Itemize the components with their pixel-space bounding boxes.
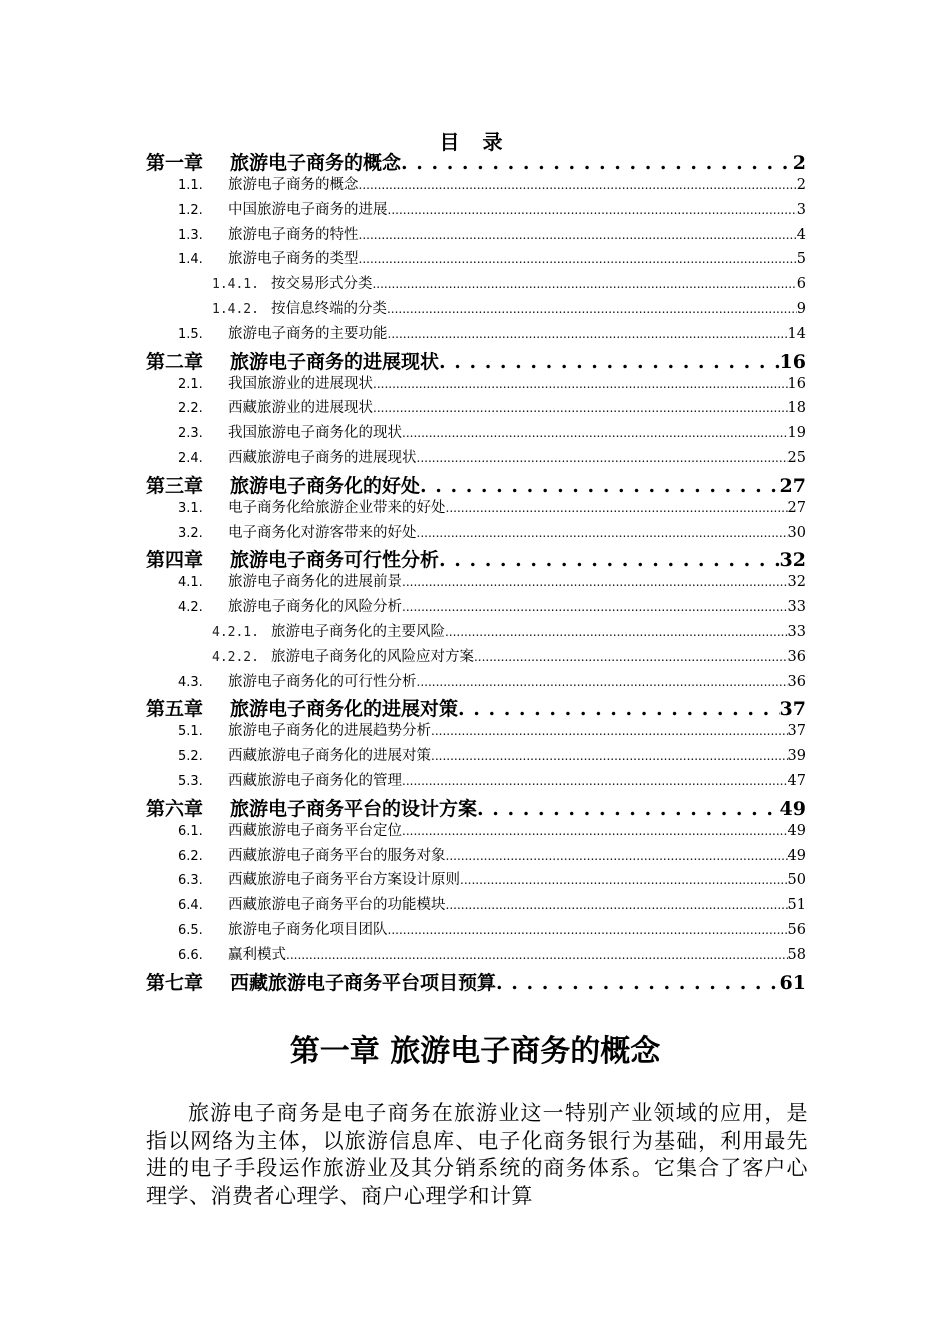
toc-entry-number: 1.2. bbox=[178, 202, 203, 218]
toc-entry-page: 49 bbox=[787, 847, 806, 864]
toc-entry-label: 西藏旅游电子商务平台的功能模块 bbox=[228, 897, 446, 914]
toc-entry-label: 旅游电子商务化项目团队 bbox=[228, 921, 388, 938]
toc-entry-label: 中国旅游电子商务的进展 bbox=[228, 201, 388, 218]
toc-dot-leader bbox=[439, 549, 780, 571]
toc-entry-number: 第四章 bbox=[146, 549, 204, 572]
chapter-heading: 第一章 旅游电子商务的概念 bbox=[289, 1034, 661, 1069]
toc-entry-label: 按信息终端的分类 bbox=[270, 300, 387, 317]
toc-entry-chapter[interactable] bbox=[146, 148, 806, 173]
toc-dot-leader bbox=[372, 276, 796, 292]
toc-entry-chapter[interactable] bbox=[146, 694, 806, 719]
toc-entry-number: 第一章 bbox=[146, 152, 204, 174]
toc-entry-sec[interactable] bbox=[146, 173, 806, 198]
toc-entry-sub[interactable] bbox=[146, 297, 806, 322]
toc-entry-page: 36 bbox=[787, 673, 806, 690]
toc-entry-sec[interactable] bbox=[146, 570, 806, 595]
toc-entry-label: 旅游电子商务化的风险分析 bbox=[228, 599, 402, 616]
toc-entry-number: 4.3. bbox=[178, 674, 203, 690]
toc-entry-number: 2.4. bbox=[178, 450, 203, 466]
toc-entry-sec[interactable] bbox=[146, 844, 806, 869]
body-paragraph: 旅游电子商务是电子商务在旅游业这一特别产业领域的应用，是指以网络为主体，以旅游信息库、电子化商务银行为基础，利用最先进的电子手段运作旅游业及其分销系统的商务体系。它集合了客户心理学、消费者心理学、商户心理学和计算 bbox=[146, 1101, 808, 1208]
toc-entry-sub[interactable] bbox=[146, 645, 806, 670]
toc-entry-sec[interactable] bbox=[146, 396, 806, 421]
toc-entry-number: 6.3. bbox=[178, 873, 203, 889]
toc-entry-number: 5.1. bbox=[178, 724, 203, 740]
toc-entry-page: 18 bbox=[787, 400, 806, 417]
toc-entry-number: 6.1. bbox=[178, 823, 203, 839]
toc-entry-page: 14 bbox=[787, 325, 806, 342]
toc-entry-page: 16 bbox=[787, 375, 806, 392]
toc-entry-sec[interactable] bbox=[146, 769, 806, 794]
toc-entry-label: 旅游电子商务的概念 bbox=[228, 177, 359, 193]
toc-entry-sec[interactable] bbox=[146, 670, 806, 695]
toc-entry-label: 西藏旅游电子商务平台方案设计原则 bbox=[228, 872, 460, 889]
toc-entry-label: 旅游电子商务化的进展趋势分析 bbox=[228, 723, 431, 740]
toc-entry-label: 西藏旅游电子商务平台的服务对象 bbox=[228, 847, 446, 864]
toc-entry-page: 50 bbox=[787, 872, 806, 889]
toc-entry-sec[interactable] bbox=[146, 868, 806, 893]
toc-dot-leader bbox=[402, 773, 788, 789]
toc-entry-label: 旅游电子商务的概念 bbox=[230, 152, 402, 174]
toc-dot-leader bbox=[439, 351, 780, 373]
toc-entry-page: 30 bbox=[787, 524, 806, 541]
toc-entry-number: 1.3. bbox=[178, 227, 203, 243]
toc-entry-page: 3 bbox=[796, 201, 806, 218]
toc-entry-number: 第三章 bbox=[146, 474, 204, 497]
toc-entry-sec[interactable] bbox=[146, 421, 806, 446]
toc-dot-leader bbox=[359, 251, 797, 267]
toc-entry-page: 39 bbox=[787, 748, 806, 765]
toc-dot-leader bbox=[417, 674, 788, 690]
toc-entry-page: 9 bbox=[796, 300, 806, 317]
toc-dot-leader bbox=[496, 972, 780, 994]
toc-dot-leader bbox=[359, 177, 797, 193]
toc-dot-leader bbox=[460, 872, 788, 888]
toc-entry-page: 49 bbox=[787, 822, 806, 839]
toc-entry-label: 旅游电子商务化的进展前景 bbox=[228, 574, 402, 591]
toc-entry-page: 4 bbox=[796, 226, 806, 243]
toc-entry-page: 56 bbox=[787, 921, 806, 938]
toc-entry-sub[interactable] bbox=[146, 620, 806, 645]
toc-entry-number: 第七章 bbox=[146, 971, 204, 994]
toc-entry-label: 我国旅游业的进展现状 bbox=[228, 375, 373, 392]
toc-entry-page: 27 bbox=[779, 474, 806, 497]
toc-entry-page: 37 bbox=[787, 723, 806, 740]
toc-dot-leader bbox=[446, 848, 788, 864]
toc-entry-page: 19 bbox=[787, 425, 806, 442]
toc-dot-leader bbox=[387, 301, 797, 317]
toc-dot-leader bbox=[373, 400, 788, 416]
toc-dot-leader bbox=[359, 227, 797, 243]
toc-entry-sec[interactable] bbox=[146, 719, 806, 744]
toc-entry-number: 1.4. bbox=[178, 252, 203, 268]
toc-entry-sub[interactable] bbox=[146, 272, 806, 297]
toc-entry-number: 第六章 bbox=[146, 797, 204, 820]
toc-entry-number: 1.4.2. bbox=[212, 301, 259, 317]
toc-entry-label: 旅游电子商务化的好处 bbox=[230, 474, 421, 497]
toc-entry-chapter[interactable] bbox=[146, 794, 806, 819]
toc-entry-label: 旅游电子商务化的可行性分析 bbox=[228, 673, 417, 690]
toc-entry-sec[interactable] bbox=[146, 943, 806, 968]
toc-dot-leader bbox=[401, 152, 793, 174]
toc-entry-number: 3.1. bbox=[178, 500, 203, 516]
toc-entry-label: 我国旅游电子商务化的现状 bbox=[228, 425, 402, 442]
toc-title: 目 录 bbox=[439, 130, 511, 154]
toc-entry-page: 33 bbox=[787, 599, 806, 616]
toc-entry-label: 旅游电子商务的类型 bbox=[228, 251, 359, 268]
toc-dot-leader bbox=[402, 425, 788, 441]
toc-entry-sec[interactable] bbox=[146, 223, 806, 248]
toc-entry-number: 6.6. bbox=[178, 947, 203, 963]
toc-entry-number: 2.2. bbox=[178, 401, 203, 417]
toc-entry-label: 旅游电子商务可行性分析 bbox=[230, 549, 440, 572]
toc-entry-sec[interactable] bbox=[146, 247, 806, 272]
toc-entry-number: 1.4.1. bbox=[212, 277, 259, 293]
toc-dot-leader bbox=[477, 798, 780, 820]
toc-entry-page: 6 bbox=[796, 276, 806, 293]
toc-dot-leader bbox=[417, 525, 788, 541]
toc-entry-sec[interactable] bbox=[146, 198, 806, 223]
toc-entry-label: 西藏旅游电子商务平台项目预算 bbox=[230, 971, 497, 994]
toc-dot-leader bbox=[446, 897, 788, 913]
toc-entry-page: 33 bbox=[787, 623, 806, 640]
toc-entry-page: 36 bbox=[787, 648, 806, 665]
toc-dot-leader bbox=[402, 823, 788, 839]
toc-entry-number: 5.2. bbox=[178, 749, 203, 765]
toc-entry-sec[interactable] bbox=[146, 595, 806, 620]
toc-entry-sec[interactable] bbox=[146, 744, 806, 769]
toc-entry-number: 2.3. bbox=[178, 426, 203, 442]
toc-entry-label: 旅游电子商务的特性 bbox=[228, 226, 359, 243]
toc-entry-page: 32 bbox=[787, 574, 806, 591]
toc-entry-label: 西藏旅游电子商务化的管理 bbox=[228, 772, 402, 789]
toc-entry-number: 第二章 bbox=[146, 350, 204, 373]
toc-dot-leader bbox=[388, 202, 797, 218]
toc-entry-label: 按交易形式分类 bbox=[270, 276, 373, 293]
toc-dot-leader bbox=[474, 649, 788, 665]
toc-entry-chapter[interactable] bbox=[146, 545, 806, 570]
toc-entry-label: 西藏旅游业的进展现状 bbox=[228, 400, 373, 417]
toc-entry-sec[interactable] bbox=[146, 322, 806, 347]
toc-dot-leader bbox=[402, 599, 788, 615]
toc-entry-sec[interactable] bbox=[146, 893, 806, 918]
toc-entry-page: 5 bbox=[796, 251, 806, 268]
toc-entry-number: 1.1. bbox=[178, 178, 203, 193]
toc-dot-leader bbox=[445, 624, 788, 640]
toc-entry-label: 赢利模式 bbox=[228, 946, 286, 963]
toc-entry-label: 旅游电子商务的进展现状 bbox=[230, 350, 440, 373]
toc-entry-chapter[interactable] bbox=[146, 471, 806, 496]
toc-dot-leader bbox=[286, 947, 788, 963]
toc-entry-page: 2 bbox=[796, 177, 806, 193]
toc-entry-label: 旅游电子商务化的风险应对方案 bbox=[270, 648, 474, 665]
toc-dot-leader bbox=[431, 748, 788, 764]
toc-entry-page: 32 bbox=[779, 549, 806, 572]
toc-entry-label: 旅游电子商务平台的设计方案 bbox=[230, 797, 478, 820]
toc-entry-label: 西藏旅游电子商务化的进展对策 bbox=[228, 748, 431, 765]
toc-entry-sec[interactable] bbox=[146, 521, 806, 546]
toc-entry-page: 58 bbox=[787, 946, 806, 963]
toc-entry-sec[interactable] bbox=[146, 372, 806, 397]
toc-dot-leader bbox=[458, 698, 780, 720]
toc-dot-leader bbox=[373, 376, 788, 392]
toc-entry-sec[interactable] bbox=[146, 918, 806, 943]
toc-entry-page: 51 bbox=[787, 897, 806, 914]
toc-entry-page: 25 bbox=[787, 449, 806, 466]
toc-entry-number: 4.1. bbox=[178, 575, 203, 591]
toc-entry-number: 4.2.1. bbox=[212, 624, 259, 640]
toc-entry-label: 西藏旅游电子商务平台定位 bbox=[228, 822, 402, 839]
toc-dot-leader bbox=[402, 574, 788, 590]
toc-entry-chapter[interactable] bbox=[146, 968, 806, 993]
toc-entry-number: 6.2. bbox=[178, 848, 203, 864]
toc-entry-label: 电子商务化给旅游企业带来的好处 bbox=[228, 499, 446, 516]
toc-entry-sec[interactable] bbox=[146, 496, 806, 521]
toc-entry-number: 第五章 bbox=[146, 698, 204, 721]
toc-entry-number: 5.3. bbox=[178, 773, 203, 789]
toc-entry-page: 16 bbox=[779, 350, 806, 373]
toc-dot-leader bbox=[388, 326, 788, 342]
toc-entry-label: 旅游电子商务化的主要风险 bbox=[270, 623, 445, 640]
toc-entry-page: 49 bbox=[779, 797, 806, 820]
toc-entry-page: 47 bbox=[787, 772, 806, 789]
table-of-contents bbox=[146, 148, 806, 993]
toc-entry-sec[interactable] bbox=[146, 819, 806, 844]
toc-entry-page: 37 bbox=[779, 698, 806, 721]
toc-entry-chapter[interactable] bbox=[146, 347, 806, 372]
toc-entry-number: 6.5. bbox=[178, 922, 203, 938]
toc-entry-number: 6.4. bbox=[178, 898, 203, 914]
toc-entry-number: 4.2.2. bbox=[212, 649, 259, 665]
toc-dot-leader bbox=[388, 922, 788, 938]
toc-entry-label: 电子商务化对游客带来的好处 bbox=[228, 524, 417, 541]
toc-dot-leader bbox=[431, 723, 788, 739]
toc-entry-page: 27 bbox=[787, 499, 806, 516]
toc-entry-number: 2.1. bbox=[178, 376, 203, 392]
toc-dot-leader bbox=[420, 475, 780, 497]
toc-entry-label: 西藏旅游电子商务的进展现状 bbox=[228, 449, 417, 466]
toc-dot-leader bbox=[446, 500, 788, 516]
toc-dot-leader bbox=[417, 450, 788, 466]
toc-entry-page: 61 bbox=[779, 971, 806, 994]
toc-entry-number: 4.2. bbox=[178, 600, 203, 616]
toc-entry-sec[interactable] bbox=[146, 446, 806, 471]
toc-entry-page: 2 bbox=[792, 152, 806, 174]
toc-entry-number: 1.5. bbox=[178, 326, 203, 342]
toc-entry-label: 旅游电子商务化的进展对策 bbox=[230, 698, 459, 721]
toc-entry-number: 3.2. bbox=[178, 525, 203, 541]
toc-entry-label: 旅游电子商务的主要功能 bbox=[228, 325, 388, 342]
